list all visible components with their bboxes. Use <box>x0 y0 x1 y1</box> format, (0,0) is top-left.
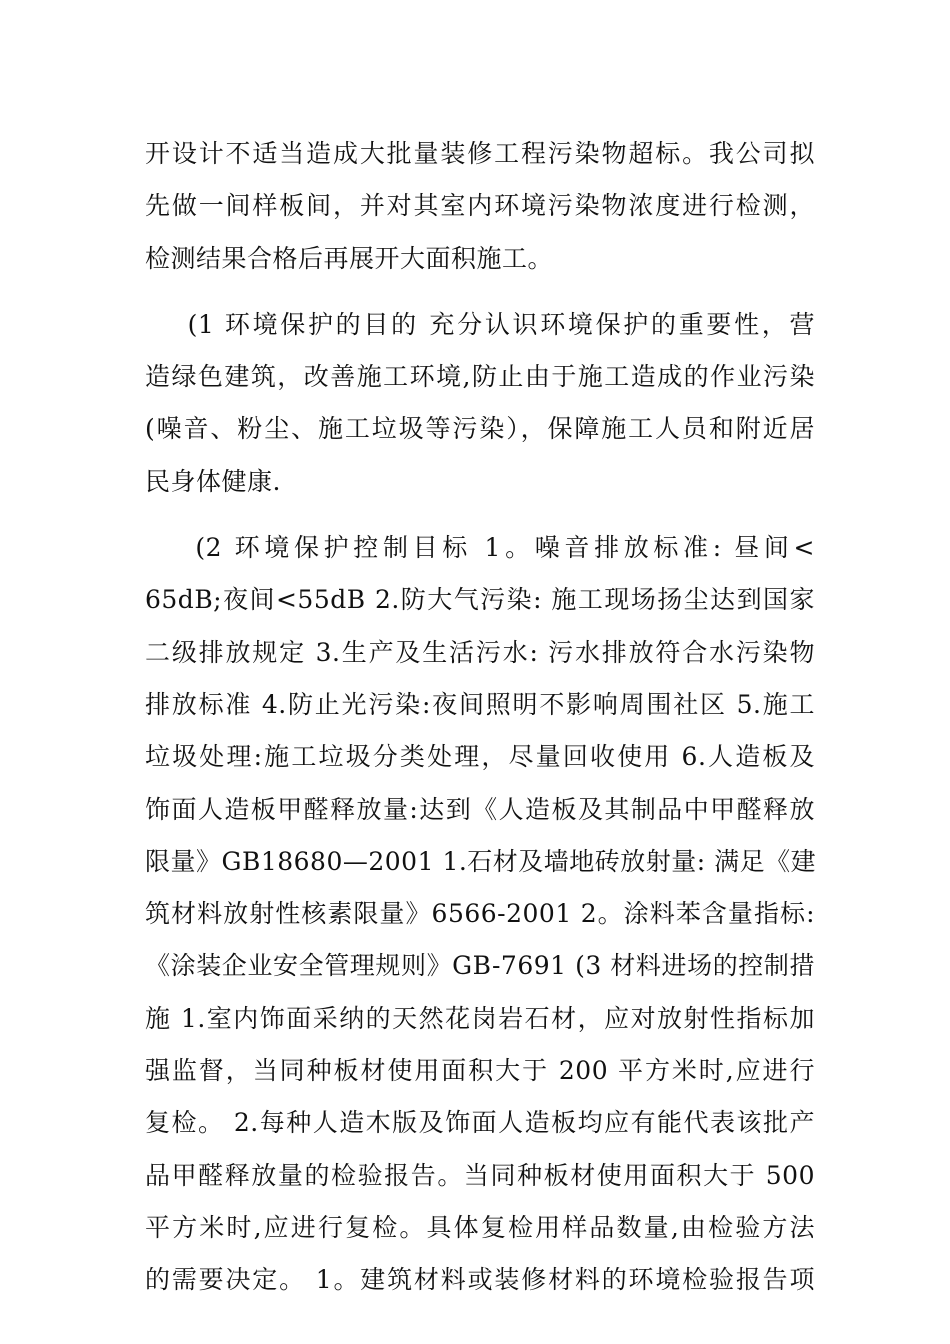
text-line: 造绿色建筑，改善施工环境,防止由于施工造成的作业污染 <box>145 362 815 392</box>
text-line: (噪音、粉尘、施工垃圾等污染），保障施工人员和附近居 <box>145 414 815 444</box>
text-line: (2 环境保护控制目标 1。噪音排放标准: 昼间< <box>145 533 815 563</box>
text-line: 先做一间样板间，并对其室内环境污染物浓度进行检测， <box>145 191 815 221</box>
text-line: 开设计不适当造成大批量装修工程污染物超标。我公司拟 <box>145 139 815 168</box>
text-line: 检测结果合格后再展开大面积施工。 <box>145 243 554 273</box>
text-line: 限量》GB18680—2001 1.石材及墙地砖放射量: 满足《建 <box>145 846 817 876</box>
text-line: 平方米时,应进行复检。具体复检用样品数量,由检验方法 <box>145 1212 815 1242</box>
paragraph-3 <box>145 522 815 1306</box>
text-line: 强监督，当同种板材使用面积大于 200 平方米时,应进行 <box>145 1056 815 1086</box>
text-line: 施 1.室内饰面采纳的天然花岗岩石材，应对放射性指标加 <box>145 1003 815 1033</box>
paragraph-gap <box>145 508 815 522</box>
text-line: 排放标准 4.防止光污染:夜间照明不影响周围社区 5.施工 <box>145 689 815 719</box>
text-line: 饰面人造板甲醛释放量:达到《人造板及其制品中甲醛释放 <box>145 794 815 824</box>
text-line: 复检。 2.每种人造木版及饰面人造板均应有能代表该批产 <box>145 1108 815 1138</box>
paragraph-2 <box>145 299 815 508</box>
text-line: 筑材料放射性核素限量》6566-2001 2。涂料苯含量指标: <box>145 899 815 929</box>
paragraph-1 <box>145 128 815 285</box>
text-line: (1 环境保护的目的 充分认识环境保护的重要性，营 <box>145 309 815 339</box>
text-line: 二级排放规定 3.生产及生活污水: 污水排放符合水污染物 <box>145 637 815 667</box>
text-line: 垃圾处理:施工垃圾分类处理，尽量回收使用 6.人造板及 <box>145 742 815 772</box>
text-line: 品甲醛释放量的检验报告。当同种板材使用面积大于 500 <box>145 1160 815 1190</box>
text-line: 民身体健康. <box>145 466 281 496</box>
body-text <box>145 128 815 1307</box>
text-line: 65dB;夜间<55dB 2.防大气污染: 施工现场扬尘达到国家 <box>145 585 815 615</box>
paragraph-gap <box>145 285 815 299</box>
text-line: 《涂装企业安全管理规则》GB-7691 (3 材料进场的控制措 <box>145 951 815 981</box>
text-line: 的需要决定。 1。建筑材料或装修材料的环境检验报告项 <box>145 1265 815 1295</box>
